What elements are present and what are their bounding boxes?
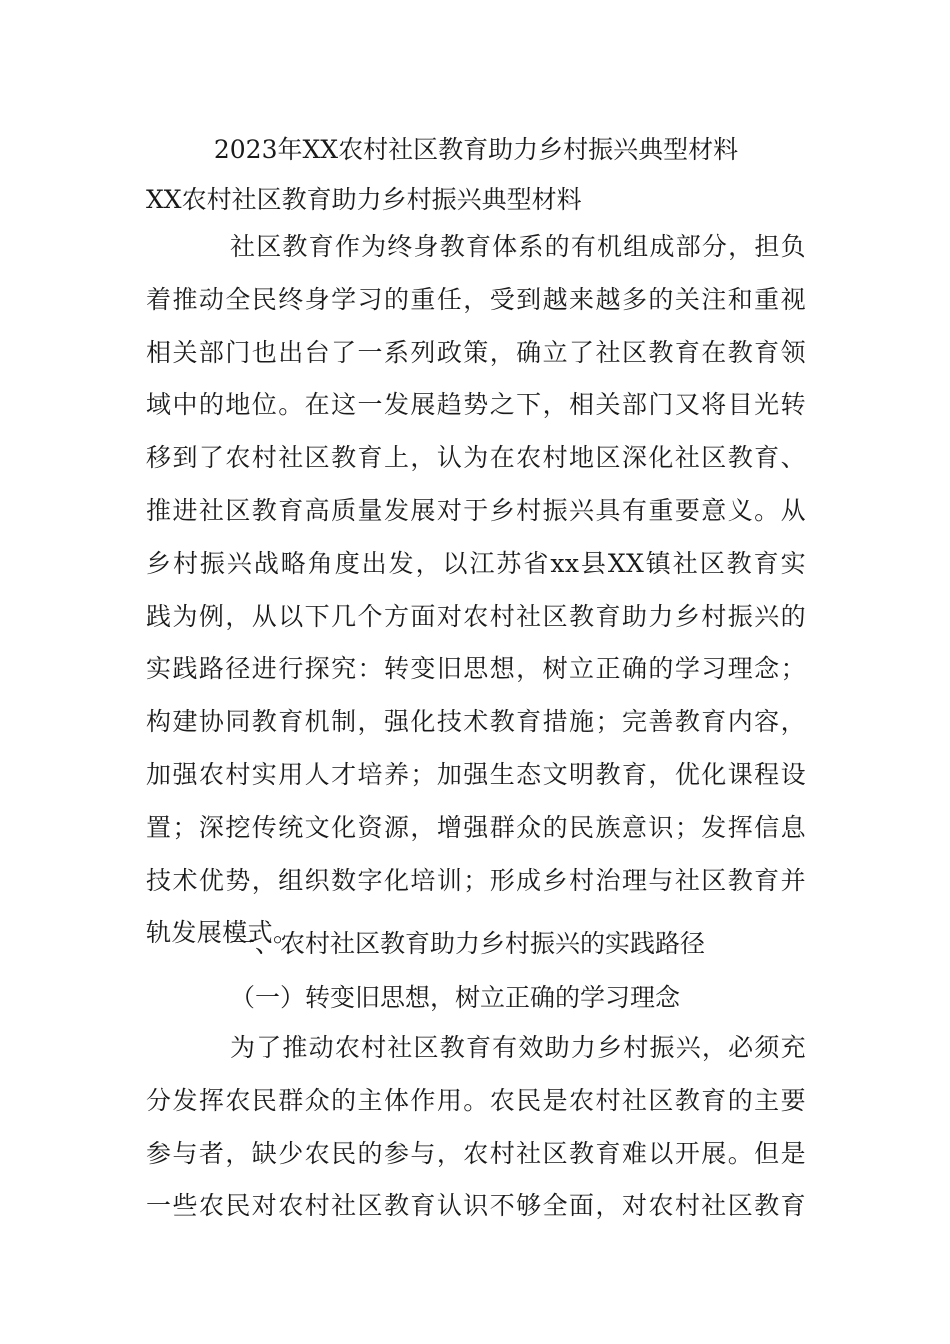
paragraph-line: 域中的地位。在这一发展趋势之下，相关部门又将目光转 — [146, 390, 806, 419]
paragraph-line: 分发挥农民群众的主体作用。农民是农村社区教育的主要 — [146, 1086, 806, 1115]
paragraph-line: 置；深挖传统文化资源，增强群众的民族意识；发挥信息 — [146, 813, 806, 842]
paragraph-line: 践为例，从以下几个方面对农村社区教育助力乡村振兴的 — [146, 602, 806, 631]
paragraph-line: 技术优势，组织数字化培训；形成乡村治理与社区教育并 — [146, 866, 806, 895]
paragraph-line: 推进社区教育高质量发展对于乡村振兴具有重要意义。从 — [146, 496, 806, 525]
document-title: 2023年XX农村社区教育助力乡村振兴典型材料 — [213, 135, 739, 164]
paragraph-line: 加强农村实用人才培养；加强生态文明教育，优化课程设 — [146, 760, 806, 789]
paragraph-line: 移到了农村社区教育上，认为在农村地区深化社区教育、 — [146, 443, 806, 472]
section-heading: 一、农村社区教育助力乡村振兴的实践路径 — [230, 929, 706, 958]
subsection-heading: （一）转变旧思想，树立正确的学习理念 — [230, 983, 681, 1012]
paragraph-line: 乡村振兴战略角度出发，以江苏省xx县XX镇社区教育实 — [146, 549, 806, 578]
paragraph-line: 着推动全民终身学习的重任，受到越来越多的关注和重视 — [146, 285, 806, 314]
paragraph-line: 一些农民对农村社区教育认识不够全面，对农村社区教育 — [146, 1191, 806, 1220]
paragraph-line: 为了推动农村社区教育有效助力乡村振兴，必须充 — [230, 1033, 806, 1062]
document-subtitle: XX农村社区教育助力乡村振兴典型材料 — [146, 185, 582, 214]
paragraph-line: 实践路径进行探究：转变旧思想，树立正确的学习理念； — [146, 654, 806, 683]
paragraph-line: 社区教育作为终身教育体系的有机组成部分，担负 — [230, 232, 806, 261]
paragraph-line: 轨发展模式。 — [146, 918, 299, 947]
paragraph-line: 相关部门也出台了一系列政策，确立了社区教育在教育领 — [146, 338, 806, 367]
paragraph-line: 构建协同教育机制，强化技术教育措施；完善教育内容， — [146, 707, 806, 736]
paragraph-line: 参与者，缺少农民的参与，农村社区教育难以开展。但是 — [146, 1139, 806, 1168]
